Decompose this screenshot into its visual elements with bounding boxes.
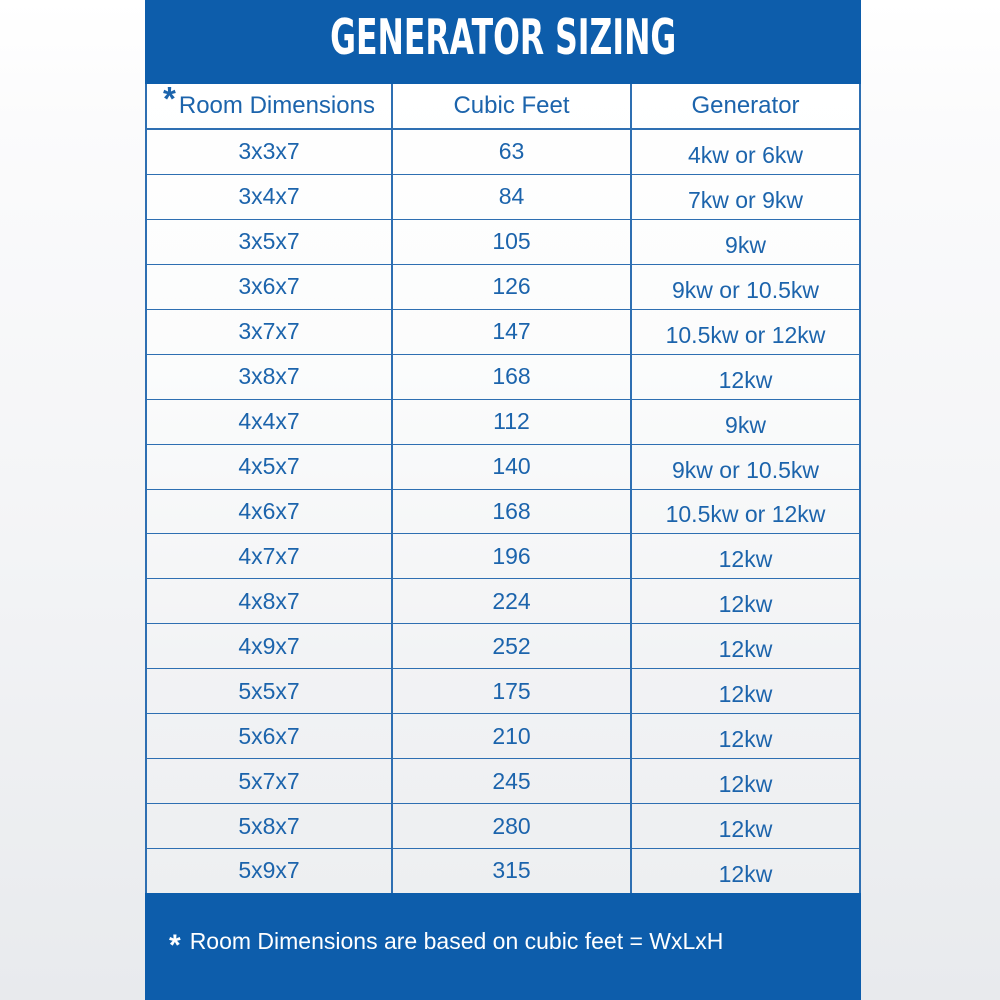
table-row [147,355,859,400]
cell-generator: 10.5kw or 12kw [630,310,859,354]
cell-room-dimensions: 3x3x7 [238,138,300,165]
cell-generator: 12kw [630,669,859,713]
cell-cubic-feet: 168 [391,490,630,534]
cell-room-dimensions: 3x4x7 [238,183,300,210]
cell-room-dimensions: 4x9x7 [238,632,300,659]
table-row [147,759,859,804]
table-row [147,714,859,759]
cell-generator: 12kw [630,849,859,893]
cell-room-dimensions: 5x5x7 [238,677,300,704]
cell-room-dimensions: 4x7x7 [238,542,300,569]
cell-generator: 12kw [630,714,859,758]
page-title: GENERATOR SIZING [329,8,677,66]
cell-generator: 9kw [630,400,859,444]
asterisk-marker: * [169,928,181,962]
table-row [147,220,859,265]
cell-generator: 12kw [630,624,859,668]
cell-generator: 12kw [630,759,859,803]
cell-cubic-feet: 126 [391,265,630,309]
column-header-label: Room Dimensions [178,92,375,119]
cell-room-dimensions: 3x7x7 [238,318,300,345]
cell-cubic-feet: 196 [391,534,630,578]
title-band [145,0,861,84]
table-row [147,265,859,310]
cell-room-dimensions: 4x5x7 [238,453,300,480]
table-row [147,534,859,579]
cell-generator: 12kw [630,804,859,848]
cell-room-dimensions: 3x5x7 [238,228,300,255]
cell-cubic-feet: 315 [391,849,630,893]
table-row [147,849,859,893]
table-row [147,445,859,490]
generator-sizing-panel [145,0,861,1000]
cell-cubic-feet: 63 [391,130,630,174]
table-row [147,400,859,445]
table-row [147,579,859,624]
cell-cubic-feet: 280 [391,804,630,848]
cell-cubic-feet: 224 [391,579,630,623]
cell-generator: 12kw [630,534,859,578]
cell-room-dimensions: 4x8x7 [238,587,300,614]
table-row [147,130,859,175]
cell-room-dimensions: 5x8x7 [238,812,300,839]
table-row [147,804,859,849]
cell-room-dimensions: 3x6x7 [238,273,300,300]
cell-cubic-feet: 175 [391,669,630,713]
footnote-text: Room Dimensions are based on cubic feet = WxLxH [189,928,724,954]
footnote-band [145,893,861,1000]
cell-generator: 9kw or 10.5kw [630,265,859,309]
cell-room-dimensions: 5x9x7 [238,857,300,884]
cell-room-dimensions: 3x8x7 [238,363,300,390]
table-body [147,130,859,893]
cell-cubic-feet: 252 [391,624,630,668]
cell-cubic-feet: 112 [391,400,630,444]
cell-cubic-feet: 210 [391,714,630,758]
cell-generator: 4kw or 6kw [630,130,859,174]
table-header-row [147,80,859,130]
cell-cubic-feet: 245 [391,759,630,803]
cell-room-dimensions: 5x6x7 [238,722,300,749]
table-row [147,175,859,220]
cell-cubic-feet: 140 [391,445,630,489]
cell-cubic-feet: 84 [391,175,630,219]
cell-generator: 7kw or 9kw [630,175,859,219]
cell-room-dimensions: 5x7x7 [238,767,300,794]
table-row [147,310,859,355]
column-header-cubic-feet: Cubic Feet [391,84,630,128]
sizing-table [145,80,861,893]
table-row [147,490,859,535]
cell-generator: 9kw [630,220,859,264]
asterisk-marker: * [163,80,176,117]
table-row [147,624,859,669]
cell-cubic-feet: 105 [391,220,630,264]
cell-cubic-feet: 147 [391,310,630,354]
cell-generator: 12kw [630,355,859,399]
cell-generator: 9kw or 10.5kw [630,445,859,489]
column-header-generator: Generator [630,84,859,128]
cell-generator: 12kw [630,579,859,623]
cell-room-dimensions: 4x6x7 [238,497,300,524]
table-row [147,669,859,714]
column-header-room-dimensions [147,80,391,128]
cell-room-dimensions: 4x4x7 [238,408,300,435]
cell-cubic-feet: 168 [391,355,630,399]
cell-generator: 10.5kw or 12kw [630,490,859,534]
